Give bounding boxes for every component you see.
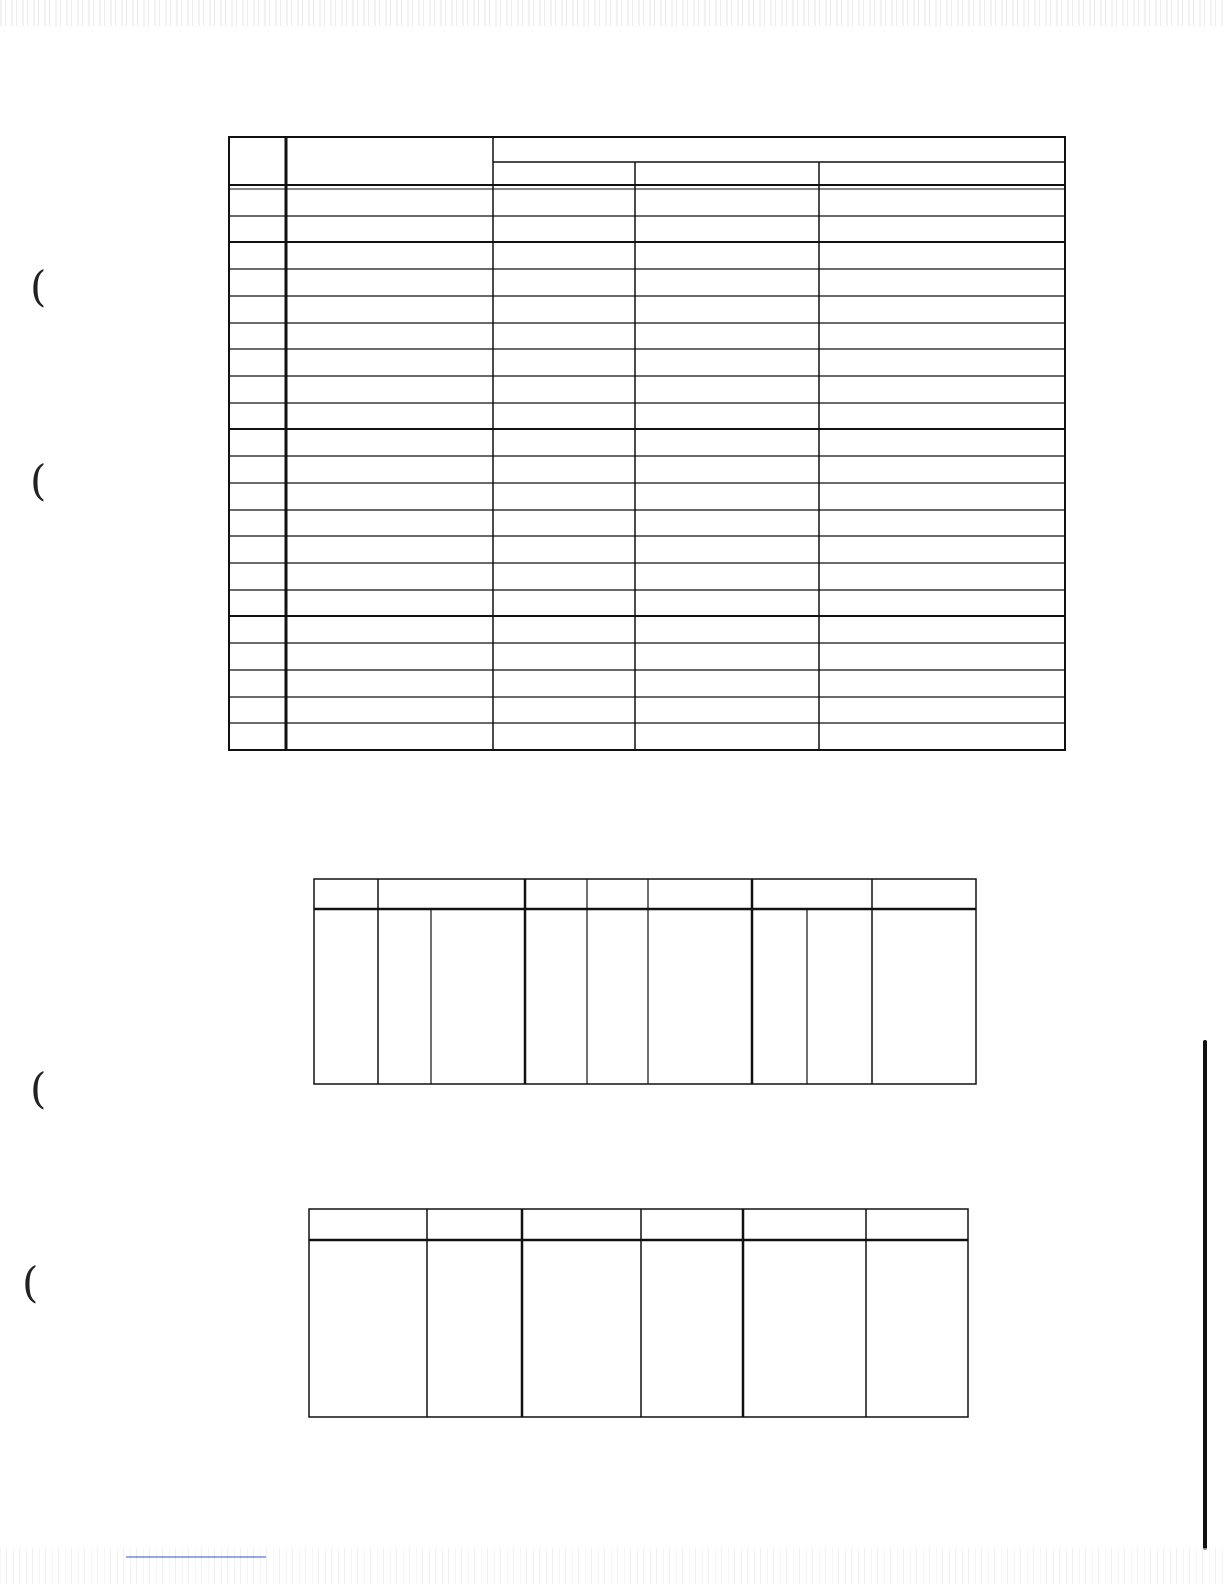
scan-edge-mark (1203, 1040, 1207, 1550)
punch-hole-icon: ( (30, 1064, 47, 1113)
blank-ledger-table (229, 137, 1065, 750)
scan-noise-bottom (0, 1548, 1224, 1584)
ledger-row-rules (229, 216, 1065, 723)
blank-nine-column-table (314, 879, 976, 1084)
punch-hole-icon: ( (30, 262, 47, 311)
blank-six-column-table (309, 1209, 968, 1417)
punch-hole-icon: ( (22, 1258, 39, 1307)
punch-hole-icon: ( (30, 456, 47, 505)
ledger-table-border (229, 137, 1065, 750)
